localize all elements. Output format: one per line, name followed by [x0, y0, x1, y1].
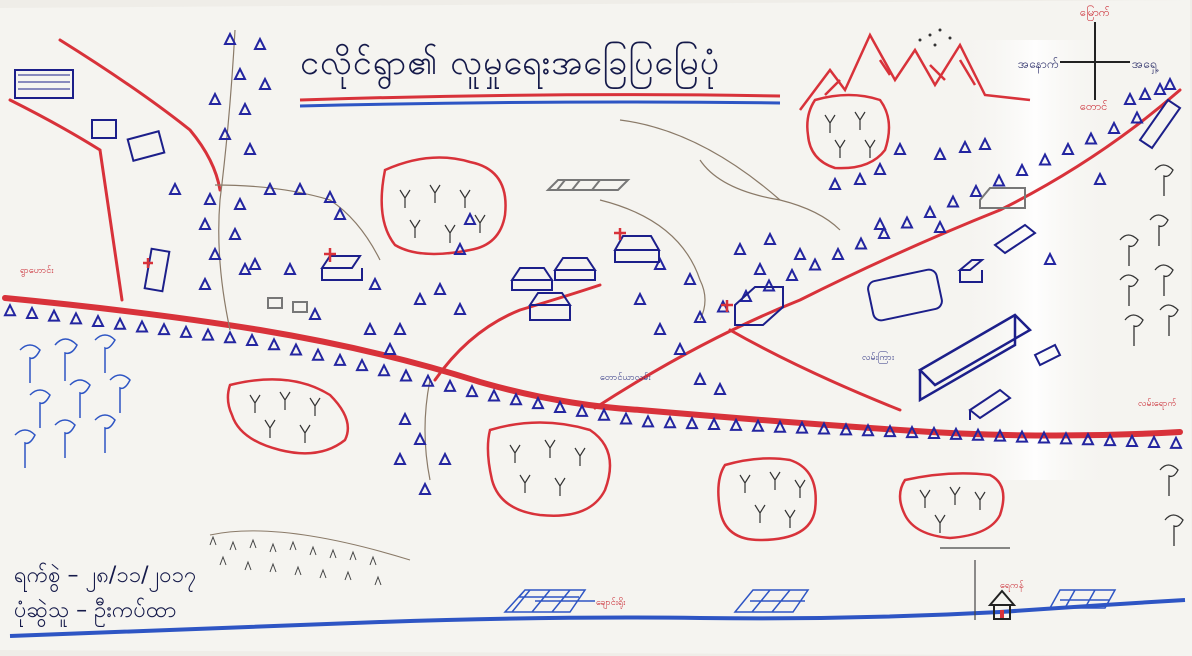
compass-west: အနောက် [1018, 57, 1059, 71]
label-river: ချောင်းရိုး [596, 598, 626, 608]
date-value: ၂၈/၁၁/၂၀၁၇ [85, 563, 197, 588]
drawer-line: ပုံဆွဲသူ – ဦးကပ်ထာ [14, 598, 177, 623]
date-line: ရက်စွဲ – ၂၈/၁၁/၂၀၁၇ [14, 563, 197, 588]
label-road-branch-mid: လမ်းကြား [862, 353, 895, 363]
compass-north: မြောက် [1080, 6, 1110, 19]
drawer-label: ပုံဆွဲသူ [14, 598, 70, 623]
label-road-right: လမ်းရောက် [1138, 399, 1177, 409]
map-title: ငလိုင်ရွာ၏ လူမှုရေးအခြေပြမြေပုံ [300, 43, 721, 83]
label-road-branch-left: တောင်ယာလမ်း [600, 373, 651, 383]
compass-south: တောင် [1080, 100, 1108, 113]
date-label: ရက်စွဲ [14, 563, 61, 588]
label-road-left: ရွာဟောင်း [20, 266, 54, 276]
drawer-value: ဦးကပ်ထာ [94, 598, 177, 623]
label-water: ရေကန် [1000, 581, 1024, 591]
compass-east: အရှေ့ [1132, 57, 1157, 71]
